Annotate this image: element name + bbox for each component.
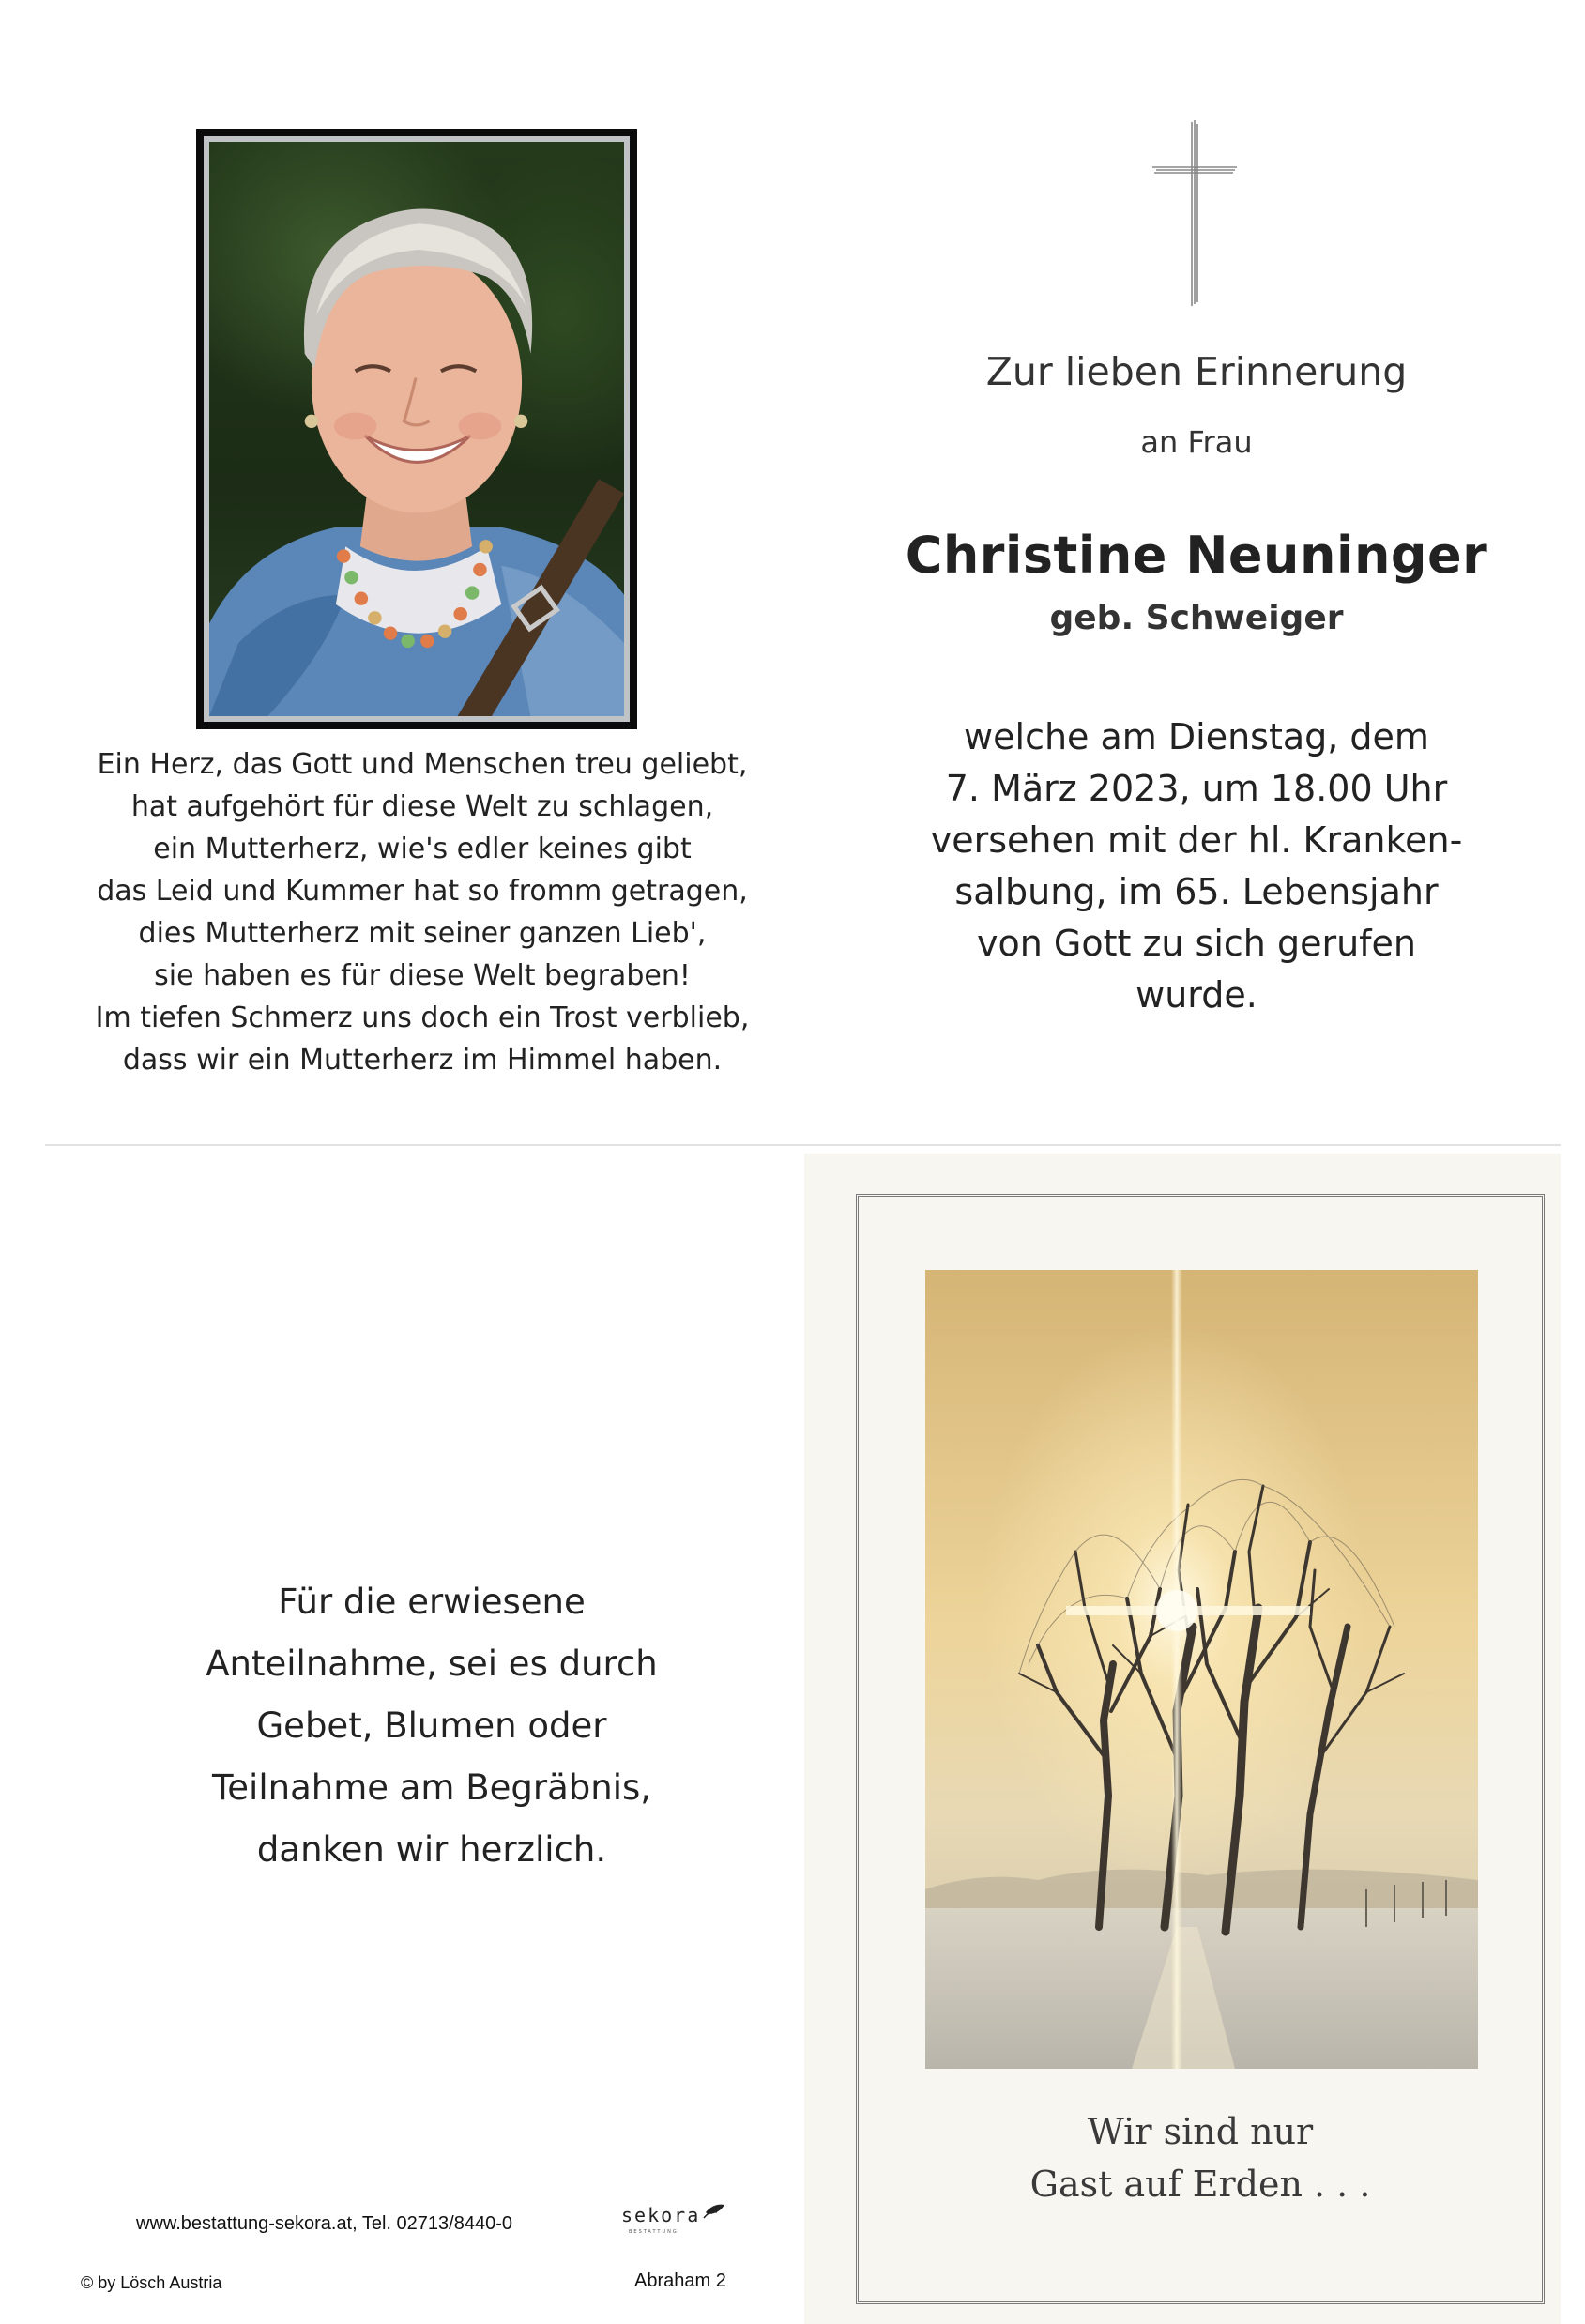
- poem-line: dies Mutterherz mit seiner ganzen Lieb',: [138, 917, 707, 950]
- poem-line: hat aufgehört für diese Welt zu schlagen,: [130, 790, 714, 823]
- sekora-logo: [619, 2199, 732, 2237]
- portrait-frame: [196, 129, 637, 729]
- thanks-line: danken wir herzlich.: [256, 1829, 607, 1870]
- winter-landscape-illustration: [925, 1270, 1478, 2069]
- thanks-line: Gebet, Blumen oder: [256, 1705, 607, 1746]
- thanks-line: Teilnahme am Begräbnis,: [211, 1767, 652, 1808]
- fold-line: [45, 1144, 1561, 1146]
- death-notice-line: 7. März 2023, um 18.00 Uhr: [945, 768, 1448, 809]
- portrait-photo: [209, 142, 624, 716]
- card-model: Abraham 2: [634, 2270, 726, 2291]
- death-notice: [821, 711, 1572, 1021]
- poem-line: sie haben es für diese Welt begraben!: [154, 959, 691, 992]
- verse-line: Gast auf Erden . . .: [1029, 2163, 1371, 2205]
- deceased-name: Christine Neuninger: [905, 526, 1488, 585]
- cross-icon: [1152, 120, 1237, 308]
- memorial-poem: [56, 743, 788, 1081]
- logo-subtext: BESTATTUNG: [629, 2229, 678, 2235]
- poem-line: dass wir ein Mutterherz im Himmel haben.: [122, 1044, 723, 1077]
- thanks-message: [94, 1571, 770, 1881]
- poem-line: das Leid und Kummer hat so fromm getragen,: [97, 875, 748, 908]
- memorial-heading: Zur lieben Erinnerung: [985, 349, 1408, 394]
- salutation: an Frau: [1140, 424, 1253, 460]
- funeral-home-contact: www.bestattung-sekora.at, Tel. 02713/8440-0: [136, 2213, 512, 2234]
- logo-text: sekora: [621, 2204, 701, 2226]
- death-notice-line: wurde.: [1135, 974, 1257, 1016]
- poem-line: ein Mutterherz, wie's edler keines gibt: [153, 833, 692, 865]
- death-notice-line: von Gott zu sich gerufen: [976, 923, 1417, 964]
- portrait-illustration: [209, 142, 624, 716]
- copyright: © by Lösch Austria: [81, 2273, 222, 2292]
- thanks-line: Für die erwiesene: [278, 1582, 586, 1622]
- thanks-line: Anteilnahme, sei es durch: [206, 1644, 658, 1684]
- poem-line: Im tiefen Schmerz uns doch ein Trost verblieb,: [95, 1001, 750, 1034]
- birth-name: geb. Schweiger: [1049, 599, 1344, 637]
- picture-card-verse: [856, 2105, 1545, 2210]
- death-notice-line: versehen mit der hl. Kranken-: [930, 819, 1463, 861]
- winter-landscape-image: [925, 1270, 1478, 2069]
- poem-line: Ein Herz, das Gott und Menschen treu geliebt,: [97, 748, 748, 781]
- death-notice-line: salbung, im 65. Lebensjahr: [954, 871, 1439, 912]
- verse-line: Wir sind nur: [1087, 2111, 1314, 2152]
- death-notice-line: welche am Dienstag, dem: [964, 716, 1429, 757]
